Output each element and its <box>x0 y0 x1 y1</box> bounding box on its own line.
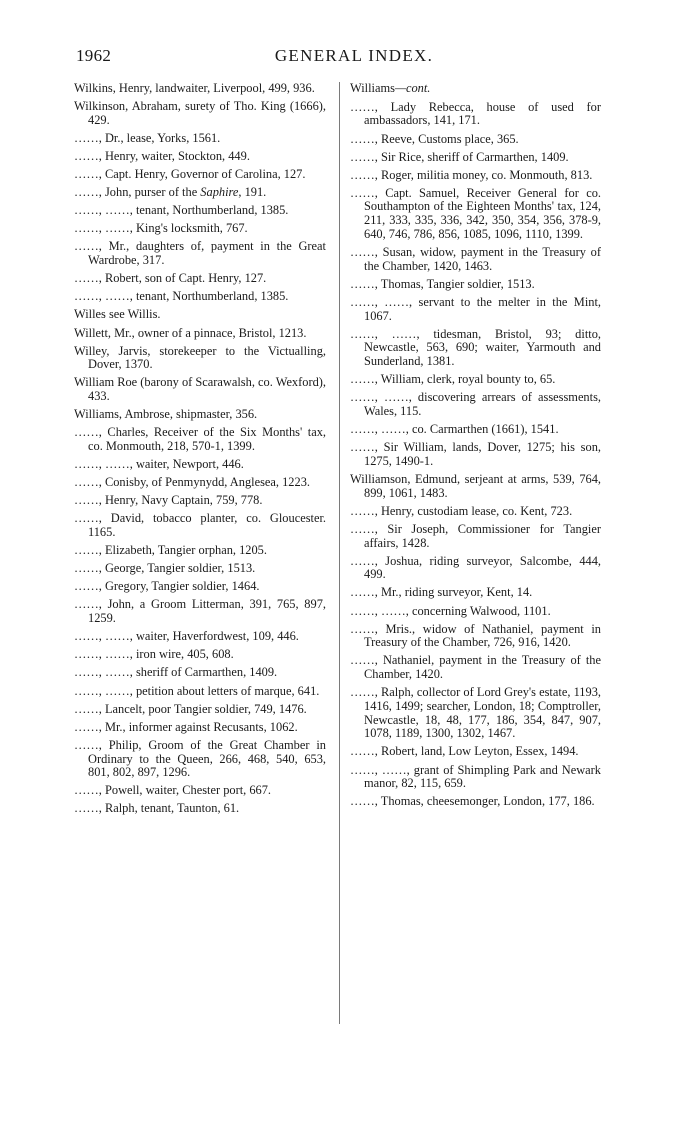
index-entry: ……, Powell, waiter, Chester port, 667. <box>74 783 272 798</box>
index-entry: ……, Philip, Groom of the Great Chamber in Ordinary to the Queen, 266, 468, 540, 653, 801, 802, 897, 1296. <box>74 737 326 780</box>
index-entry: Willey, Jarvis, storekeeper to the Victualling, Dover, 1370. <box>74 343 326 372</box>
index-entry: ……, Nathaniel, payment in the Treasury of the Chamber, 1420. <box>350 653 601 682</box>
index-entry: ……, Mr., daughters of, payment in the Great Wardrobe, 317. <box>74 239 326 268</box>
index-entry: ……, Roger, militia money, co. Monmouth, 813. <box>350 167 593 182</box>
page-number: 1962 <box>76 46 112 65</box>
index-entry: ……, ……, tenant, Northumberland, 1385. <box>74 203 289 218</box>
continuation-name: Williams <box>350 81 395 95</box>
index-entry: William Roe (barony of Scarawalsh, co. Wexford), 433. <box>74 375 326 404</box>
index-entry: ……, Sir William, lands, Dover, 1275; his son, 1275, 1490-1. <box>350 440 601 468</box>
index-entry: ……, Henry, Navy Captain, 759, 778. <box>74 493 263 508</box>
index-entry: ……, Henry, waiter, Stockton, 449. <box>74 148 250 163</box>
index-entry: ……, ……, petition about letters of marque, 641. <box>74 683 320 698</box>
index-entry: ……, Lancelt, poor Tangier soldier, 749, 1476. <box>74 701 307 716</box>
index-entry: ……, David, tobacco planter, co. Gloucester. 1165. <box>74 511 326 540</box>
index-entry: ……, Thomas, cheesemonger, London, 177, 186. <box>350 794 595 809</box>
index-entry: Willett, Mr., owner of a pinnace, Bristol, 1213. <box>74 325 307 340</box>
index-entry: ……, Lady Rebecca, house of used for ambassadors, 141, 171. <box>350 99 601 128</box>
index-entry: ……, Ralph, tenant, Taunton, 61. <box>74 801 240 816</box>
index-entry: ……, George, Tangier soldier, 1513. <box>74 561 256 576</box>
index-entry: ……, Elizabeth, Tangier orphan, 1205. <box>74 543 267 558</box>
index-entry: ……, Susan, widow, payment in the Treasury of the Chamber, 1420, 1463. <box>350 244 601 273</box>
index-entry: ……, Robert, son of Capt. Henry, 127. <box>74 271 267 286</box>
index-entry: ……, ……, grant of Shimpling Park and Newark manor, 82, 115, 659. <box>350 762 601 791</box>
index-column-right <box>350 82 601 813</box>
index-entry: ……, Charles, Receiver of the Six Months' tax, co. Monmouth, 218, 570-1, 1399. <box>74 425 326 454</box>
index-entry: Willes see Willis. <box>74 307 161 322</box>
index-entry: ……, Thomas, Tangier soldier, 1513. <box>350 276 535 291</box>
index-entry: ……, ……, iron wire, 405, 608. <box>74 647 234 662</box>
index-entry: ……, William, clerk, royal bounty to, 65. <box>350 372 556 387</box>
index-entry: ……, Henry, custodiam lease, co. Kent, 723. <box>350 503 573 518</box>
page-header <box>76 46 632 70</box>
index-entry: Williamson, Edmund, serjeant at arms, 539, 764, 899, 1061, 1483. <box>350 471 601 500</box>
index-entry: ……, John, purser of the Saphire, 191. <box>74 185 267 200</box>
index-column-left <box>74 82 326 821</box>
index-entry: ……, Gregory, Tangier soldier, 1464. <box>74 579 260 594</box>
running-title: GENERAL INDEX. <box>274 46 434 65</box>
index-entry: ……, ……, waiter, Newport, 446. <box>74 457 244 472</box>
index-entry: ……, ……, concerning Walwood, 1101. <box>350 603 551 618</box>
index-entry: Wilkinson, Abraham, surety of Tho. King (1666), 429. <box>74 99 326 127</box>
index-entry: ……, ……, tenant, Northumberland, 1385. <box>74 289 289 304</box>
index-entry: ……, Ralph, collector of Lord Grey's estate, 1193, 1416, 1499; searcher, London, 18; Comptroller, Newcastle, 18, 48, 177, 186, 354, 847, 907, 1078, 1189, 1300, 1302, 1467. <box>350 685 601 741</box>
index-entry: ……, Sir Joseph, Commissioner for Tangier affairs, 1428. <box>350 521 601 550</box>
index-entry: ……, Sir Rice, sheriff of Carmarthen, 1409. <box>350 149 569 164</box>
index-entry: ……, ……, King's locksmith, 767. <box>74 221 248 236</box>
ship-name: Saphire <box>200 185 239 200</box>
index-entry: ……, Joshua, riding surveyor, Salcombe, 444, 499. <box>350 553 601 582</box>
continuation-label: —cont. <box>394 81 431 95</box>
index-entry: Williams, Ambrose, shipmaster, 356. <box>74 407 258 422</box>
index-entry: ……, Mris., widow of Nathaniel, payment in Treasury of the Chamber, 726, 916, 1420. <box>350 621 601 650</box>
index-entry: ……, Reeve, Customs place, 365. <box>350 131 519 146</box>
index-entry: ……, Dr., lease, Yorks, 1561. <box>74 130 221 145</box>
index-entry: ……, ……, sheriff of Carmarthen, 1409. <box>74 665 278 680</box>
index-entry: ……, ……, discovering arrears of assessments, Wales, 115. <box>350 390 601 418</box>
index-entry: ……, Capt. Samuel, Receiver General for co. Southampton of the Eighteen Months' tax, 124, 211, 333, 335, 336, 342, 350, 354, 356, 378-9, 640, 746, 786, 856, 1085, 1096, 1110, 1399. <box>350 185 601 241</box>
index-entry: Wilkins, Henry, landwaiter, Liverpool, 499, 936. <box>74 81 315 95</box>
index-entry: ……, Capt. Henry, Governor of Carolina, 127. <box>74 167 306 182</box>
index-entry: ……, ……, servant to the melter in the Mint, 1067. <box>350 294 601 323</box>
index-entry: ……, ……, waiter, Haverfordwest, 109, 446. <box>74 629 299 644</box>
column-divider <box>339 82 340 1024</box>
index-entry: ……, Conisby, of Penmynydd, Anglesea, 1223. <box>74 475 310 490</box>
index-entry: ……, John, a Groom Litterman, 391, 765, 897, 1259. <box>74 597 326 626</box>
continuation-heading <box>350 82 601 96</box>
index-entry: ……, Mr., informer against Recusants, 1062. <box>74 719 298 734</box>
index-entry: ……, ……, tidesman, Bristol, 93; ditto, Newcastle, 563, 690; waiter, Yarmouth and Sunderland, 1381. <box>350 326 601 369</box>
index-entry: ……, Mr., riding surveyor, Kent, 14. <box>350 585 533 600</box>
index-entry: ……, ……, co. Carmarthen (1661), 1541. <box>350 422 559 437</box>
index-entry: ……, Robert, land, Low Leyton, Essex, 1494. <box>350 744 579 759</box>
